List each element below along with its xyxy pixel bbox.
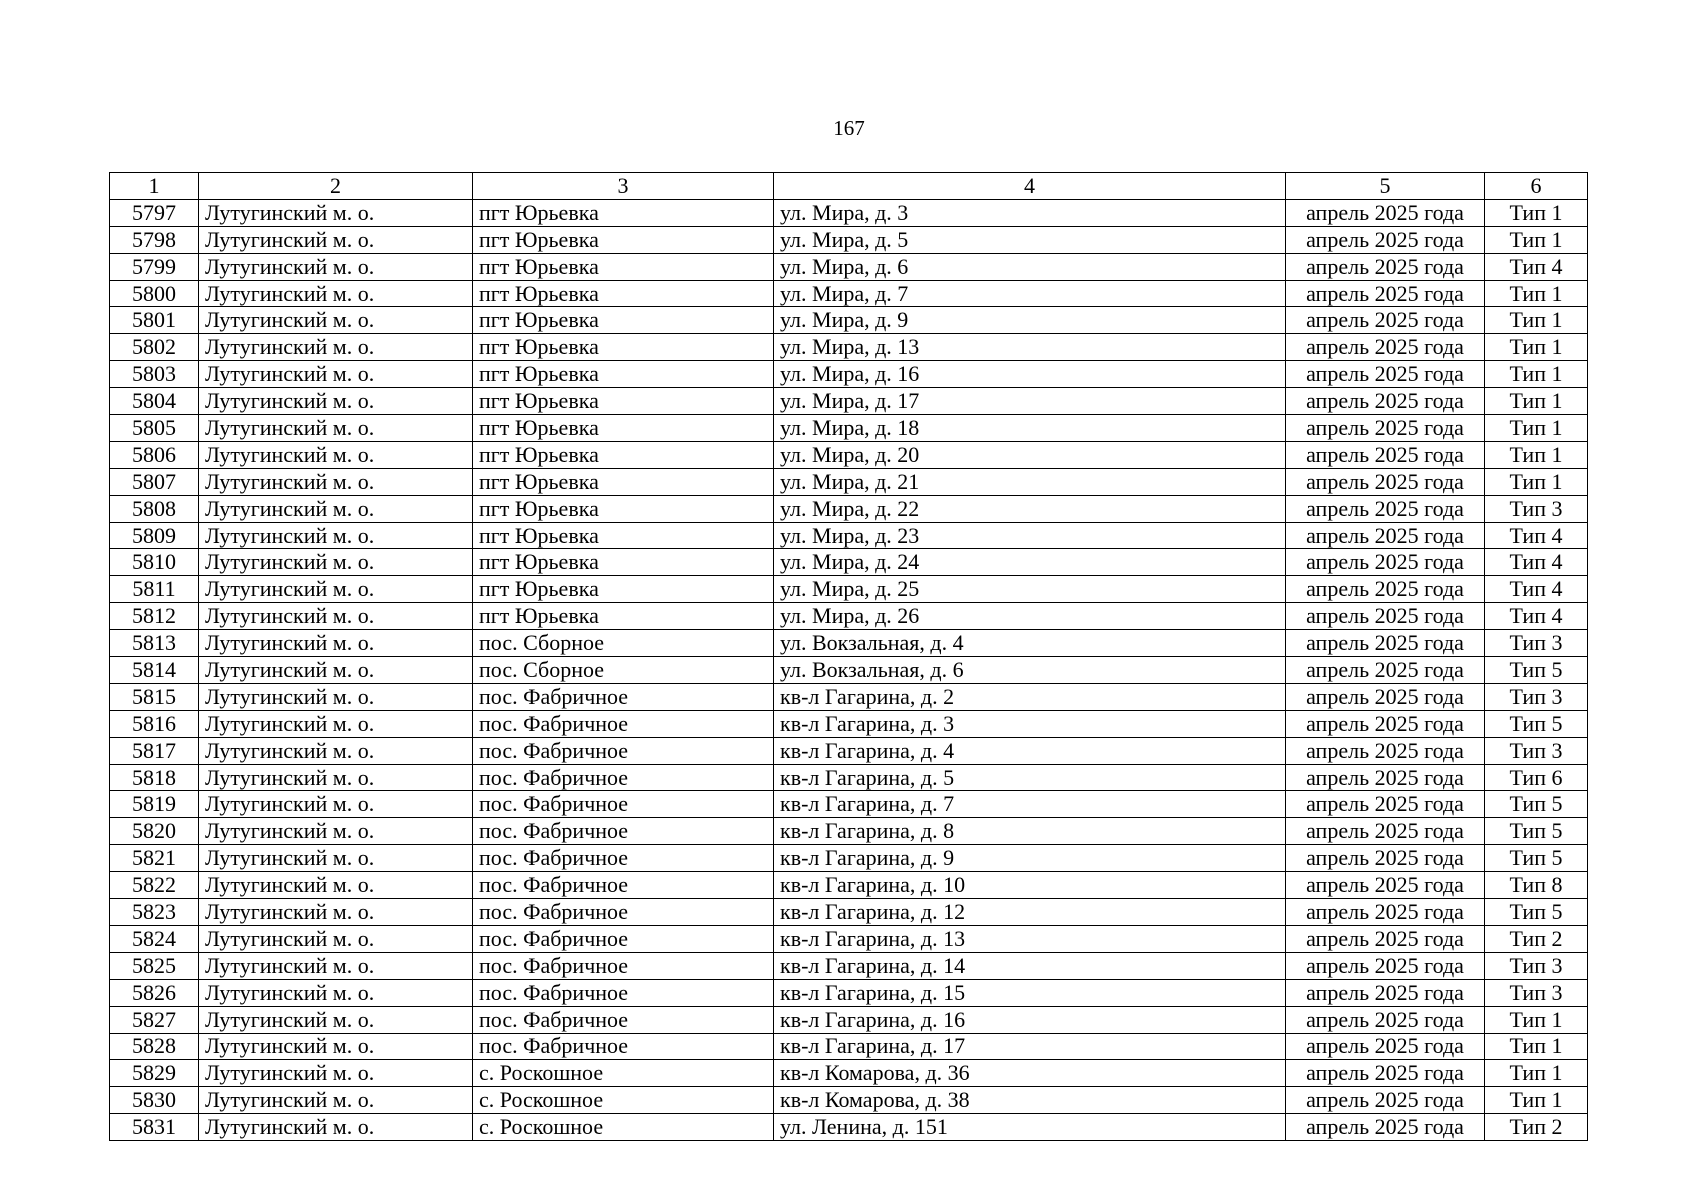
municipality-cell: Лутугинский м. о. xyxy=(199,1006,473,1033)
type-cell: Тип 1 xyxy=(1485,441,1588,468)
date-cell: апрель 2025 года xyxy=(1286,872,1485,899)
address-cell: ул. Мира, д. 13 xyxy=(774,334,1286,361)
address-cell: кв-л Гагарина, д. 3 xyxy=(774,710,1286,737)
date-cell: апрель 2025 года xyxy=(1286,952,1485,979)
address-cell: ул. Мира, д. 9 xyxy=(774,307,1286,334)
municipality-cell: Лутугинский м. о. xyxy=(199,845,473,872)
row-number-cell: 5811 xyxy=(110,576,199,603)
type-cell: Тип 1 xyxy=(1485,307,1588,334)
settlement-cell: пгт Юрьевка xyxy=(473,603,774,630)
address-cell: ул. Мира, д. 5 xyxy=(774,226,1286,253)
date-cell: апрель 2025 года xyxy=(1286,468,1485,495)
settlement-cell: пос. Фабричное xyxy=(473,979,774,1006)
date-cell: апрель 2025 года xyxy=(1286,657,1485,684)
column-header: 6 xyxy=(1485,173,1588,200)
date-cell: апрель 2025 года xyxy=(1286,415,1485,442)
row-number-cell: 5817 xyxy=(110,737,199,764)
row-number-cell: 5807 xyxy=(110,468,199,495)
address-cell: ул. Вокзальная, д. 4 xyxy=(774,630,1286,657)
type-cell: Тип 2 xyxy=(1485,925,1588,952)
settlement-cell: с. Роскошное xyxy=(473,1087,774,1114)
type-cell: Тип 1 xyxy=(1485,361,1588,388)
row-number-cell: 5830 xyxy=(110,1087,199,1114)
address-cell: кв-л Комарова, д. 38 xyxy=(774,1087,1286,1114)
table-row xyxy=(110,710,1588,737)
municipality-cell: Лутугинский м. о. xyxy=(199,334,473,361)
row-number-cell: 5800 xyxy=(110,280,199,307)
address-cell: ул. Мира, д. 26 xyxy=(774,603,1286,630)
table-row xyxy=(110,1060,1588,1087)
address-cell: ул. Мира, д. 17 xyxy=(774,388,1286,415)
municipality-cell: Лутугинский м. о. xyxy=(199,549,473,576)
column-header: 2 xyxy=(199,173,473,200)
municipality-cell: Лутугинский м. о. xyxy=(199,1060,473,1087)
municipality-cell: Лутугинский м. о. xyxy=(199,872,473,899)
municipality-cell: Лутугинский м. о. xyxy=(199,415,473,442)
type-cell: Тип 3 xyxy=(1485,979,1588,1006)
address-cell: ул. Мира, д. 24 xyxy=(774,549,1286,576)
row-number-cell: 5818 xyxy=(110,764,199,791)
type-cell: Тип 8 xyxy=(1485,872,1588,899)
date-cell: апрель 2025 года xyxy=(1286,307,1485,334)
municipality-cell: Лутугинский м. о. xyxy=(199,979,473,1006)
type-cell: Тип 3 xyxy=(1485,495,1588,522)
row-number-cell: 5831 xyxy=(110,1114,199,1141)
date-cell: апрель 2025 года xyxy=(1286,576,1485,603)
date-cell: апрель 2025 года xyxy=(1286,1087,1485,1114)
type-cell: Тип 5 xyxy=(1485,657,1588,684)
row-number-cell: 5813 xyxy=(110,630,199,657)
registry-table xyxy=(109,172,1588,1141)
table-row xyxy=(110,630,1588,657)
type-cell: Тип 1 xyxy=(1485,280,1588,307)
settlement-cell: пос. Фабричное xyxy=(473,683,774,710)
municipality-cell: Лутугинский м. о. xyxy=(199,361,473,388)
type-cell: Тип 6 xyxy=(1485,764,1588,791)
type-cell: Тип 1 xyxy=(1485,1060,1588,1087)
municipality-cell: Лутугинский м. о. xyxy=(199,630,473,657)
settlement-cell: пос. Фабричное xyxy=(473,791,774,818)
date-cell: апрель 2025 года xyxy=(1286,683,1485,710)
table-row xyxy=(110,603,1588,630)
date-cell: апрель 2025 года xyxy=(1286,495,1485,522)
type-cell: Тип 4 xyxy=(1485,253,1588,280)
column-header: 5 xyxy=(1286,173,1485,200)
address-cell: ул. Мира, д. 7 xyxy=(774,280,1286,307)
date-cell: апрель 2025 года xyxy=(1286,737,1485,764)
table-row xyxy=(110,226,1588,253)
settlement-cell: пос. Фабричное xyxy=(473,872,774,899)
address-cell: кв-л Гагарина, д. 17 xyxy=(774,1033,1286,1060)
settlement-cell: пгт Юрьевка xyxy=(473,280,774,307)
date-cell: апрель 2025 года xyxy=(1286,441,1485,468)
type-cell: Тип 3 xyxy=(1485,683,1588,710)
type-cell: Тип 4 xyxy=(1485,603,1588,630)
municipality-cell: Лутугинский м. о. xyxy=(199,199,473,226)
table-row xyxy=(110,683,1588,710)
address-cell: кв-л Комарова, д. 36 xyxy=(774,1060,1286,1087)
row-number-cell: 5827 xyxy=(110,1006,199,1033)
row-number-cell: 5829 xyxy=(110,1060,199,1087)
table-row xyxy=(110,979,1588,1006)
municipality-cell: Лутугинский м. о. xyxy=(199,388,473,415)
municipality-cell: Лутугинский м. о. xyxy=(199,710,473,737)
table-row xyxy=(110,791,1588,818)
table-row xyxy=(110,1114,1588,1141)
date-cell: апрель 2025 года xyxy=(1286,522,1485,549)
type-cell: Тип 1 xyxy=(1485,1033,1588,1060)
row-number-cell: 5824 xyxy=(110,925,199,952)
row-number-cell: 5801 xyxy=(110,307,199,334)
date-cell: апрель 2025 года xyxy=(1286,818,1485,845)
row-number-cell: 5815 xyxy=(110,683,199,710)
settlement-cell: пос. Сборное xyxy=(473,630,774,657)
table-header-row xyxy=(110,173,1588,200)
date-cell: апрель 2025 года xyxy=(1286,630,1485,657)
table-row xyxy=(110,253,1588,280)
municipality-cell: Лутугинский м. о. xyxy=(199,657,473,684)
address-cell: кв-л Гагарина, д. 4 xyxy=(774,737,1286,764)
address-cell: ул. Мира, д. 21 xyxy=(774,468,1286,495)
municipality-cell: Лутугинский м. о. xyxy=(199,1087,473,1114)
type-cell: Тип 2 xyxy=(1485,1114,1588,1141)
row-number-cell: 5814 xyxy=(110,657,199,684)
row-number-cell: 5810 xyxy=(110,549,199,576)
settlement-cell: пгт Юрьевка xyxy=(473,226,774,253)
settlement-cell: пгт Юрьевка xyxy=(473,415,774,442)
table-row xyxy=(110,576,1588,603)
table-row xyxy=(110,737,1588,764)
row-number-cell: 5812 xyxy=(110,603,199,630)
settlement-cell: пос. Фабричное xyxy=(473,925,774,952)
municipality-cell: Лутугинский м. о. xyxy=(199,226,473,253)
column-header: 4 xyxy=(774,173,1286,200)
date-cell: апрель 2025 года xyxy=(1286,1060,1485,1087)
row-number-cell: 5821 xyxy=(110,845,199,872)
settlement-cell: пос. Фабричное xyxy=(473,737,774,764)
address-cell: кв-л Гагарина, д. 8 xyxy=(774,818,1286,845)
settlement-cell: пос. Сборное xyxy=(473,657,774,684)
date-cell: апрель 2025 года xyxy=(1286,1033,1485,1060)
row-number-cell: 5816 xyxy=(110,710,199,737)
type-cell: Тип 5 xyxy=(1485,710,1588,737)
table-row xyxy=(110,1087,1588,1114)
type-cell: Тип 1 xyxy=(1485,388,1588,415)
settlement-cell: пос. Фабричное xyxy=(473,1033,774,1060)
settlement-cell: пгт Юрьевка xyxy=(473,253,774,280)
settlement-cell: пос. Фабричное xyxy=(473,845,774,872)
address-cell: ул. Мира, д. 25 xyxy=(774,576,1286,603)
municipality-cell: Лутугинский м. о. xyxy=(199,253,473,280)
address-cell: кв-л Гагарина, д. 10 xyxy=(774,872,1286,899)
settlement-cell: пгт Юрьевка xyxy=(473,468,774,495)
date-cell: апрель 2025 года xyxy=(1286,979,1485,1006)
date-cell: апрель 2025 года xyxy=(1286,334,1485,361)
address-cell: кв-л Гагарина, д. 13 xyxy=(774,925,1286,952)
table-row xyxy=(110,952,1588,979)
settlement-cell: с. Роскошное xyxy=(473,1114,774,1141)
row-number-cell: 5798 xyxy=(110,226,199,253)
municipality-cell: Лутугинский м. о. xyxy=(199,683,473,710)
municipality-cell: Лутугинский м. о. xyxy=(199,1033,473,1060)
settlement-cell: пгт Юрьевка xyxy=(473,495,774,522)
row-number-cell: 5799 xyxy=(110,253,199,280)
table-row xyxy=(110,1033,1588,1060)
row-number-cell: 5802 xyxy=(110,334,199,361)
date-cell: апрель 2025 года xyxy=(1286,199,1485,226)
type-cell: Тип 1 xyxy=(1485,1006,1588,1033)
row-number-cell: 5826 xyxy=(110,979,199,1006)
settlement-cell: пгт Юрьевка xyxy=(473,549,774,576)
date-cell: апрель 2025 года xyxy=(1286,226,1485,253)
type-cell: Тип 5 xyxy=(1485,899,1588,926)
row-number-cell: 5828 xyxy=(110,1033,199,1060)
type-cell: Тип 3 xyxy=(1485,952,1588,979)
table-row xyxy=(110,925,1588,952)
municipality-cell: Лутугинский м. о. xyxy=(199,495,473,522)
row-number-cell: 5820 xyxy=(110,818,199,845)
municipality-cell: Лутугинский м. о. xyxy=(199,307,473,334)
date-cell: апрель 2025 года xyxy=(1286,603,1485,630)
row-number-cell: 5805 xyxy=(110,415,199,442)
date-cell: апрель 2025 года xyxy=(1286,925,1485,952)
date-cell: апрель 2025 года xyxy=(1286,280,1485,307)
address-cell: кв-л Гагарина, д. 15 xyxy=(774,979,1286,1006)
table-row xyxy=(110,388,1588,415)
settlement-cell: пос. Фабричное xyxy=(473,764,774,791)
settlement-cell: пос. Фабричное xyxy=(473,1006,774,1033)
table-row xyxy=(110,280,1588,307)
settlement-cell: пос. Фабричное xyxy=(473,899,774,926)
settlement-cell: пос. Фабричное xyxy=(473,710,774,737)
table-row xyxy=(110,441,1588,468)
table-row xyxy=(110,549,1588,576)
table-row xyxy=(110,1006,1588,1033)
type-cell: Тип 4 xyxy=(1485,549,1588,576)
address-cell: ул. Мира, д. 6 xyxy=(774,253,1286,280)
date-cell: апрель 2025 года xyxy=(1286,1114,1485,1141)
address-cell: кв-л Гагарина, д. 2 xyxy=(774,683,1286,710)
municipality-cell: Лутугинский м. о. xyxy=(199,925,473,952)
address-cell: кв-л Гагарина, д. 16 xyxy=(774,1006,1286,1033)
municipality-cell: Лутугинский м. о. xyxy=(199,737,473,764)
address-cell: ул. Вокзальная, д. 6 xyxy=(774,657,1286,684)
table-row xyxy=(110,818,1588,845)
table-row xyxy=(110,199,1588,226)
settlement-cell: пгт Юрьевка xyxy=(473,307,774,334)
address-cell: кв-л Гагарина, д. 14 xyxy=(774,952,1286,979)
municipality-cell: Лутугинский м. о. xyxy=(199,280,473,307)
municipality-cell: Лутугинский м. о. xyxy=(199,522,473,549)
type-cell: Тип 3 xyxy=(1485,630,1588,657)
type-cell: Тип 5 xyxy=(1485,791,1588,818)
type-cell: Тип 1 xyxy=(1485,1087,1588,1114)
row-number-cell: 5804 xyxy=(110,388,199,415)
table-body xyxy=(110,199,1588,1140)
address-cell: ул. Ленина, д. 151 xyxy=(774,1114,1286,1141)
address-cell: ул. Мира, д. 18 xyxy=(774,415,1286,442)
table-row xyxy=(110,468,1588,495)
type-cell: Тип 1 xyxy=(1485,199,1588,226)
date-cell: апрель 2025 года xyxy=(1286,899,1485,926)
table-row xyxy=(110,361,1588,388)
date-cell: апрель 2025 года xyxy=(1286,549,1485,576)
table-row xyxy=(110,845,1588,872)
settlement-cell: пгт Юрьевка xyxy=(473,199,774,226)
municipality-cell: Лутугинский м. о. xyxy=(199,791,473,818)
address-cell: кв-л Гагарина, д. 5 xyxy=(774,764,1286,791)
page-number: 167 xyxy=(833,116,865,140)
municipality-cell: Лутугинский м. о. xyxy=(199,764,473,791)
type-cell: Тип 1 xyxy=(1485,226,1588,253)
municipality-cell: Лутугинский м. о. xyxy=(199,576,473,603)
settlement-cell: пос. Фабричное xyxy=(473,952,774,979)
type-cell: Тип 5 xyxy=(1485,845,1588,872)
municipality-cell: Лутугинский м. о. xyxy=(199,818,473,845)
date-cell: апрель 2025 года xyxy=(1286,845,1485,872)
row-number-cell: 5803 xyxy=(110,361,199,388)
column-header: 3 xyxy=(473,173,774,200)
table-row xyxy=(110,764,1588,791)
type-cell: Тип 1 xyxy=(1485,468,1588,495)
settlement-cell: пгт Юрьевка xyxy=(473,361,774,388)
municipality-cell: Лутугинский м. о. xyxy=(199,468,473,495)
row-number-cell: 5809 xyxy=(110,522,199,549)
table-row xyxy=(110,657,1588,684)
row-number-cell: 5823 xyxy=(110,899,199,926)
column-header: 1 xyxy=(110,173,199,200)
address-cell: ул. Мира, д. 16 xyxy=(774,361,1286,388)
type-cell: Тип 1 xyxy=(1485,415,1588,442)
address-cell: кв-л Гагарина, д. 7 xyxy=(774,791,1286,818)
type-cell: Тип 3 xyxy=(1485,737,1588,764)
settlement-cell: пгт Юрьевка xyxy=(473,522,774,549)
table-row xyxy=(110,899,1588,926)
table-row xyxy=(110,307,1588,334)
table-row xyxy=(110,495,1588,522)
row-number-cell: 5806 xyxy=(110,441,199,468)
row-number-cell: 5825 xyxy=(110,952,199,979)
municipality-cell: Лутугинский м. о. xyxy=(199,1114,473,1141)
row-number-cell: 5819 xyxy=(110,791,199,818)
settlement-cell: пгт Юрьевка xyxy=(473,576,774,603)
row-number-cell: 5822 xyxy=(110,872,199,899)
date-cell: апрель 2025 года xyxy=(1286,388,1485,415)
municipality-cell: Лутугинский м. о. xyxy=(199,952,473,979)
address-cell: ул. Мира, д. 20 xyxy=(774,441,1286,468)
table-row xyxy=(110,334,1588,361)
address-cell: ул. Мира, д. 3 xyxy=(774,199,1286,226)
type-cell: Тип 1 xyxy=(1485,334,1588,361)
type-cell: Тип 5 xyxy=(1485,818,1588,845)
municipality-cell: Лутугинский м. о. xyxy=(199,603,473,630)
settlement-cell: пгт Юрьевка xyxy=(473,334,774,361)
address-cell: ул. Мира, д. 22 xyxy=(774,495,1286,522)
address-cell: кв-л Гагарина, д. 9 xyxy=(774,845,1286,872)
table-row xyxy=(110,872,1588,899)
type-cell: Тип 4 xyxy=(1485,576,1588,603)
row-number-cell: 5797 xyxy=(110,199,199,226)
settlement-cell: пгт Юрьевка xyxy=(473,441,774,468)
table-row xyxy=(110,522,1588,549)
date-cell: апрель 2025 года xyxy=(1286,361,1485,388)
table-row xyxy=(110,415,1588,442)
type-cell: Тип 4 xyxy=(1485,522,1588,549)
date-cell: апрель 2025 года xyxy=(1286,764,1485,791)
date-cell: апрель 2025 года xyxy=(1286,253,1485,280)
date-cell: апрель 2025 года xyxy=(1286,710,1485,737)
municipality-cell: Лутугинский м. о. xyxy=(199,441,473,468)
row-number-cell: 5808 xyxy=(110,495,199,522)
settlement-cell: с. Роскошное xyxy=(473,1060,774,1087)
municipality-cell: Лутугинский м. о. xyxy=(199,899,473,926)
address-cell: кв-л Гагарина, д. 12 xyxy=(774,899,1286,926)
date-cell: апрель 2025 года xyxy=(1286,1006,1485,1033)
settlement-cell: пгт Юрьевка xyxy=(473,388,774,415)
date-cell: апрель 2025 года xyxy=(1286,791,1485,818)
address-cell: ул. Мира, д. 23 xyxy=(774,522,1286,549)
settlement-cell: пос. Фабричное xyxy=(473,818,774,845)
